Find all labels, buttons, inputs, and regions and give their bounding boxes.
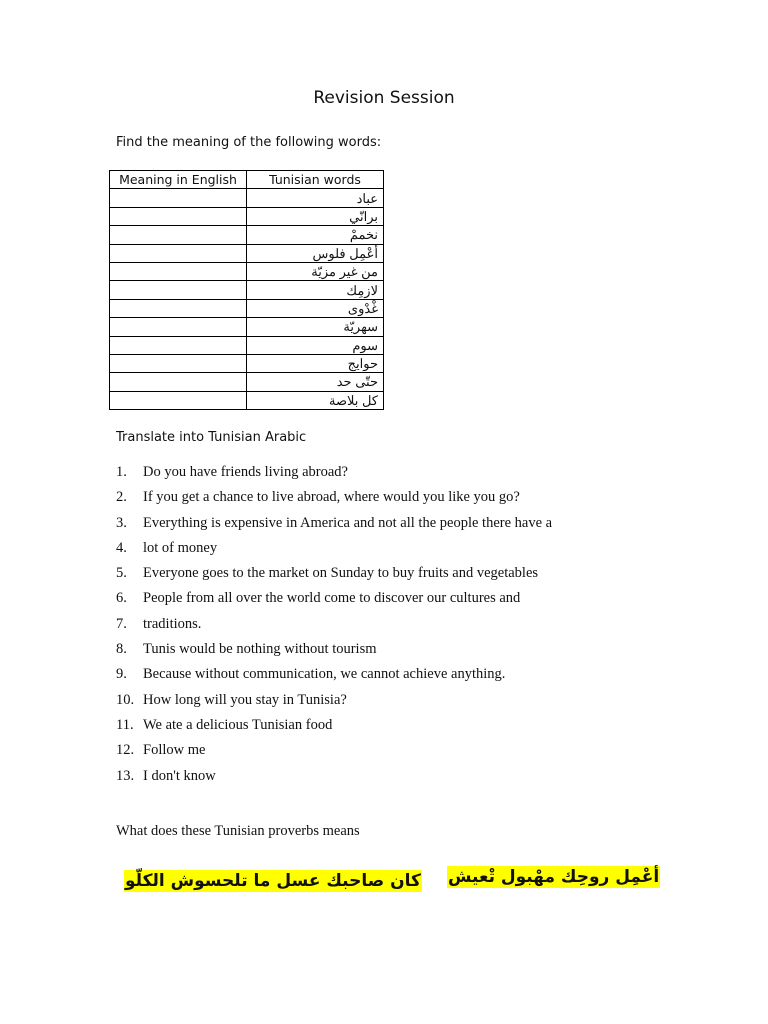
vocab-row: [110, 226, 384, 244]
vocab-header-row: [110, 171, 384, 189]
vocab-row: [110, 299, 384, 317]
list-item: [116, 538, 552, 563]
item-text: Follow me: [143, 742, 206, 759]
header-tunisian-words: Tunisian words: [247, 171, 384, 189]
item-number: 5.: [116, 565, 127, 582]
item-text: Everyone goes to the market on Sunday to buy fruits and vegetables: [143, 565, 539, 582]
item-number: 9.: [116, 666, 127, 683]
item-text: Because without communication, we cannot achieve anything.: [143, 666, 506, 683]
meaning-cell[interactable]: [110, 262, 247, 280]
tunisian-word-cell: أعْمِل فلوس: [247, 244, 384, 262]
vocab-row: [110, 373, 384, 391]
vocab-row: [110, 318, 384, 336]
vocab-row: [110, 207, 384, 225]
vocab-row: [110, 244, 384, 262]
tunisian-word-cell: سهريّة: [247, 318, 384, 336]
header-meaning-english: Meaning in English: [110, 171, 247, 189]
item-number: 4.: [116, 539, 127, 556]
meaning-cell[interactable]: [110, 189, 247, 207]
meaning-cell[interactable]: [110, 244, 247, 262]
vocab-row: [110, 354, 384, 372]
translation-list: [116, 462, 552, 791]
item-text: I don't know: [143, 767, 216, 784]
item-number: 6.: [116, 590, 127, 607]
list-item: [116, 614, 552, 639]
item-text: If you get a chance to live abroad, where would you like you go?: [143, 489, 520, 506]
vocab-row: [110, 262, 384, 280]
tunisian-word-cell: سوم: [247, 336, 384, 354]
meaning-cell[interactable]: [110, 336, 247, 354]
meaning-cell[interactable]: [110, 391, 247, 409]
proverb-highlighted: كان صاحبك عسل ما تلحسوش الكلّو: [125, 871, 421, 891]
item-text: Tunis would be nothing without tourism: [143, 641, 377, 658]
translate-instruction: Translate into Tunisian Arabic: [116, 430, 307, 445]
proverb-highlighted: أعْمِل روحِك مهْبول تْعيش: [448, 867, 660, 887]
list-item: [116, 487, 552, 512]
list-item: [116, 664, 552, 689]
item-number: 7.: [116, 615, 127, 632]
page-title: Revision Session: [313, 88, 455, 108]
item-text: People from all over the world come to discover our cultures and: [143, 590, 521, 607]
vocab-row: [110, 281, 384, 299]
item-text: traditions.: [143, 615, 202, 632]
tunisian-word-cell: من غير مزيّة: [247, 262, 384, 280]
meaning-cell[interactable]: [110, 299, 247, 317]
proverbs-instruction: What does these Tunisian proverbs means: [116, 823, 360, 839]
list-item: [116, 563, 552, 588]
item-number: 3.: [116, 514, 127, 531]
vocab-instruction: Find the meaning of the following words:: [116, 135, 382, 150]
item-number: 10.: [116, 691, 135, 708]
meaning-cell[interactable]: [110, 281, 247, 299]
item-text: How long will you stay in Tunisia?: [143, 691, 347, 708]
vocab-row: [110, 391, 384, 409]
list-item: [116, 690, 552, 715]
item-text: Everything is expensive in America and not all the people there have a: [143, 514, 553, 531]
list-item: [116, 766, 552, 791]
meaning-cell[interactable]: [110, 207, 247, 225]
tunisian-word-cell: كل بلاصة: [247, 391, 384, 409]
tunisian-word-cell: حتّى حد: [247, 373, 384, 391]
item-number: 2.: [116, 489, 127, 506]
tunisian-word-cell: برانّي: [247, 207, 384, 225]
vocab-table: [109, 170, 384, 410]
vocab-row: [110, 189, 384, 207]
vocab-row: [110, 336, 384, 354]
item-number: 8.: [116, 641, 127, 658]
list-item: [116, 715, 552, 740]
item-number: 12.: [116, 742, 135, 759]
meaning-cell[interactable]: [110, 373, 247, 391]
meaning-cell[interactable]: [110, 318, 247, 336]
list-item: [116, 462, 552, 487]
tunisian-word-cell: حوايج: [247, 354, 384, 372]
list-item: [116, 740, 552, 765]
item-number: 1.: [116, 464, 127, 480]
item-text: lot of money: [143, 539, 218, 556]
meaning-cell[interactable]: [110, 354, 247, 372]
tunisian-word-cell: عباد: [247, 189, 384, 207]
list-item: [116, 588, 552, 613]
tunisian-word-cell: نخممْ: [247, 226, 384, 244]
list-item: [116, 513, 552, 538]
item-number: 13.: [116, 767, 135, 784]
list-item: [116, 639, 552, 664]
tunisian-word-cell: لازمِك: [247, 281, 384, 299]
tunisian-word-cell: غْدْوى: [247, 299, 384, 317]
item-text: We ate a delicious Tunisian food: [143, 716, 333, 733]
item-number: 11.: [116, 716, 134, 733]
item-text: Do you have friends living abroad?: [143, 464, 348, 480]
meaning-cell[interactable]: [110, 226, 247, 244]
